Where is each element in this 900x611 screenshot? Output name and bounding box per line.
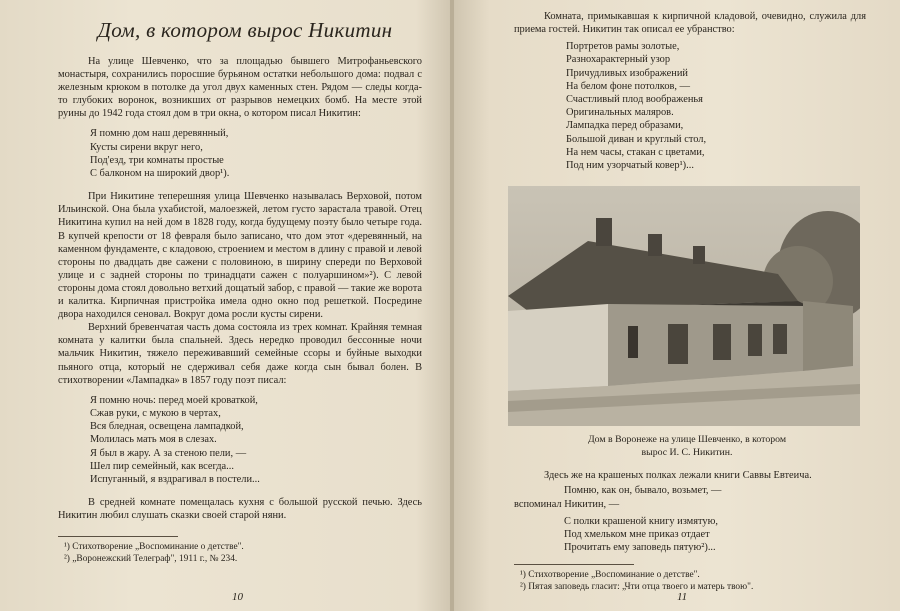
verse-line: Причудливых изображений	[566, 67, 688, 79]
footnote-2: ²) „Воронежский Телеграф", 1911 г., № 234.	[64, 554, 238, 565]
paragraph-4: В средней комнате помещалась кухня с большой русской печью. Здесь Никитин любил слушать сказки своей старой няни.	[58, 497, 422, 522]
verse-line: Портретов рамы золотые,	[566, 41, 680, 53]
verse-line: Под ним узорчатый ковер¹)...	[566, 160, 694, 172]
page-number: 10	[232, 591, 243, 603]
verse-line: С полки крашеной книгу измятую,	[564, 515, 718, 527]
right-page	[454, 0, 900, 611]
footnote-2: ²) Пятая заповедь гласит: „Чти отца твоего и матерь твою".	[520, 582, 754, 593]
verse-line: Сжав руки, с мукою в чертах,	[90, 407, 221, 419]
verse-line: Большой диван и круглый стол,	[566, 133, 707, 145]
house-photo	[508, 186, 860, 426]
verse-line: Разнохарактерный узор	[566, 54, 671, 66]
verse-block-3	[564, 515, 866, 555]
footnote-1: ¹) Стихотворение „Воспоминание о детстве".	[64, 542, 244, 553]
verse-block-2	[90, 394, 422, 486]
caption-line: Дом в Воронеже на улице Шевченко, в котором	[587, 434, 787, 446]
verse-line: Шел пир семейный, как всегда...	[90, 460, 234, 472]
verse-line: На белом фоне потолков, —	[566, 80, 691, 92]
page-title: Дом, в котором вырос Никитин	[97, 18, 393, 42]
verse-line: Я помню ночь: перед моей кроваткой,	[90, 394, 258, 406]
verse-line: Кусты сирени вкруг него,	[90, 141, 203, 153]
photo-caption	[508, 434, 866, 459]
narration-line: вспоминал Никитин, —	[514, 498, 620, 510]
footnote-rule	[514, 564, 634, 565]
verse-line: Под хмельком мне приказ отдает	[564, 528, 710, 540]
verse-line: Я был в жару. А за стеною пели, —	[90, 447, 247, 459]
verse-line: Вся бледная, освещена лампадкой,	[90, 421, 244, 433]
footnote-1: ¹) Стихотворение „Воспоминание о детстве".	[520, 570, 700, 581]
verse-line: Молилась мать моя в слезах.	[90, 434, 217, 446]
paragraph-1: Комната, примыкавшая к кирпичной кладовой, очевидно, служила для приема гостей. Никитин так описал ее убранство:	[514, 11, 866, 36]
verse-line: Оригинальных маляров.	[566, 107, 674, 119]
paragraph-2: Здесь же на крашеных полках лежали книги Саввы Евтеича.	[544, 470, 812, 482]
page-number: 11	[677, 591, 688, 603]
verse-line: На нем часы, стакан с цветами,	[566, 146, 705, 158]
verse-line: Прочитать ему заповедь пятую²)...	[564, 542, 716, 554]
verse-line: Испуганный, я вздрагивал в постели...	[90, 473, 260, 485]
verse-line: Я помню дом наш деревянный,	[90, 128, 229, 140]
verse-line: Лампадка перед образами,	[566, 120, 684, 132]
verse-block-2	[564, 484, 866, 497]
caption-line: вырос И. С. Никитин.	[641, 446, 733, 458]
house-photo-image	[508, 186, 860, 426]
paragraph-1: На улице Шевченко, что за площадью бывшего Митрофаньевского монастыря, сохранились поросшие бурьяном остатки небольшого дома: подвал с железным крюком в потолке да угол двух каменных стен. Рядом — следы когда-то глубоких воронок, возникших от разрывов немецких бомб. На месте этой руины до 1942 года стоял дом в три окна, о котором писал Никитин:	[58, 56, 422, 120]
verse-block-1	[90, 127, 422, 180]
footnote-rule	[58, 536, 178, 537]
verse-line: С балконом на широкий двор¹).	[90, 168, 230, 180]
verse-line: Счастливый плод воображенья	[566, 94, 703, 105]
paragraph-3: Верхний бревенчатая часть дома состояла из трех комнат. Крайняя темная комната у калитки была спальней. Здесь нередко проводил бессонные ночи мальчик Никитин, тяжело переживавший семейные ссоры и буйные выходки пьяного отца, который не сдерживал себя даже когда сын бывал болен. В стихотворении «Лампадка» в 1857 году поэт писал:	[58, 322, 422, 386]
verse-line: Под'езд, три комнаты простые	[90, 154, 224, 166]
verse-block-1	[566, 40, 866, 172]
verse-line: Помню, как он, бывало, возьмет, —	[564, 485, 722, 497]
paragraph-2: При Никитине теперешняя улица Шевченко называлась Верховой, потом Ильинской. Она была ухабистой, малоезжей, летом густо зарастала травой. Отец Никитина купил на ней дом в 1828 году, когда будущему поэту было четыре года. В купчей крепости от 18 февраля было записано, что дом этот «деревянный, на каменном фундаменте, с кладовою, строением и местом в длину с правой и левой стороны по двадцать две сажени с половиною, в ширину спереди по Верховой улице и с задней стороны по тринадцати сажен с полуаршином»²). С левой стороны дома стоял довольно ветхий дощатый забор, с правой — такие же ворота и калитка. Кирпичная пристройка имела одно окно под решеткой. Посредине двора находился сеновал. Вокруг дома росли кусты сирени.	[58, 191, 422, 321]
